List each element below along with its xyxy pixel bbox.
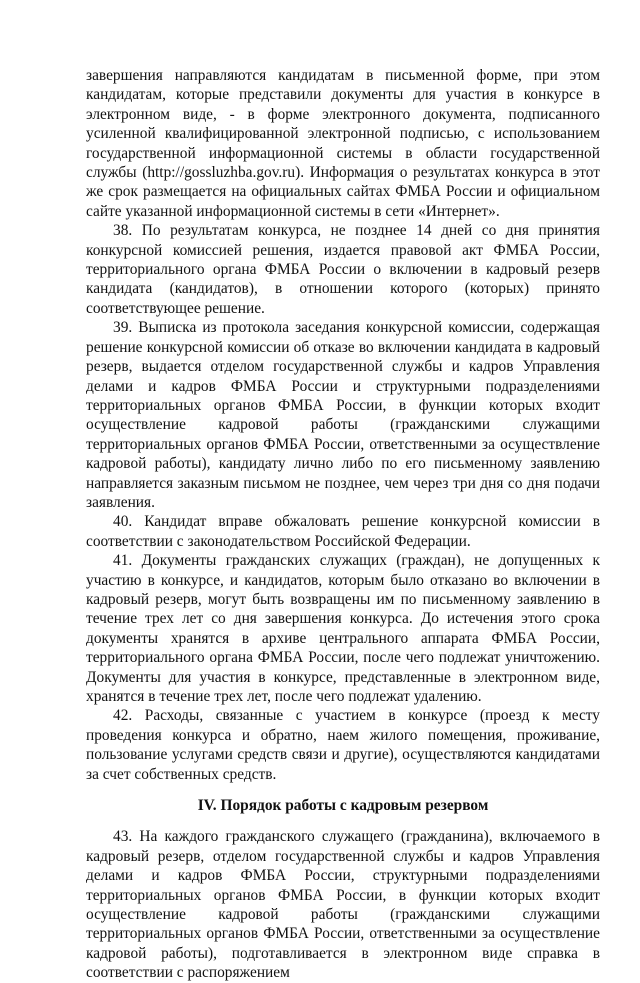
paragraph-41: 41. Документы гражданских служащих (граждан), не допущенных к участию в конкурсе, и кандидатов, которым было отказано во включении в кадровый резерв, могут быть возвращены им по письменному заявлению в течение трех лет со дня завершения конкурса. До истечения этого срока документы хранятся в архиве центрального аппарата ФМБА России, территориального органа ФМБА России, после чего подлежат уничтожению. Документы для участия в конкурсе, представленные в электронном виде, хранятся в течение трех лет, после чего подлежат удалению. — [86, 552, 600, 705]
paragraph-43: 43. На каждого гражданского служащего (гражданина), включаемого в кадровый резерв, отделом государственной службы и кадров Управления делами и кадров ФМБА России, структурными подразделениями территориальных органов ФМБА России, в функции которых входит осуществление кадровой работы (гражданскими служащими территориальных органов ФМБА России, ответственными за осуществление кадровой работы), подготавливается в электронном виде справка в соответствии с распоряжением — [86, 828, 600, 982]
paragraph-40: 40. Кандидат вправе обжаловать решение конкурсной комиссии в соответствии с законодательством Российской Федерации. — [86, 513, 600, 550]
paragraph-continuation: завершения направляются кандидатам в письменной форме, при этом кандидатам, которые представили документы для участия в конкурсе в электронном виде, - в форме электронного документа, подписанного усиленной квалифицированной электронной подписью, с использованием государственной информационной системы в области государственной службы (http://gossluzhba.gov.ru). Информация о результатах конкурса в этот же срок размещается на официальных сайтах ФМБА России и официальном сайте указанной информационной системы в сети «Интернет». — [86, 67, 600, 220]
document-page — [86, 66, 600, 983]
paragraph-38: 38. По результатам конкурса, не позднее 14 дней со дня принятия конкурсной комиссией решения, издается правовой акт ФМБА России, территориального органа ФМБА России о включении в кадровый резерв кандидата (кандидатов), в отношении которого (которых) принято соответствующее решение. — [86, 222, 600, 317]
paragraph-42: 42. Расходы, связанные с участием в конкурсе (проезд к месту проведения конкурса и обратно, наем жилого помещения, проживание, пользование услугами средств связи и другие), осуществляются кандидатами за счет собственных средств. — [86, 707, 600, 783]
paragraph-39: 39. Выписка из протокола заседания конкурсной комиссии, содержащая решение конкурсной комиссии об отказе во включении кандидата в кадровый резерв, выдается отделом государственной службы и кадров Управления делами и кадров ФМБА России и структурными подразделениями территориальных органов ФМБА России, в функции которых входит осуществление кадровой работы (гражданскими служащими территориальных органов ФМБА России, ответственными за осуществление кадровой работы), кандидату лично либо по его письменному заявлению направляется заказным письмом не позднее, чем через три дня со дня подачи заявления. — [86, 319, 600, 511]
section-heading: IV. Порядок работы с кадровым резервом — [197, 797, 489, 815]
